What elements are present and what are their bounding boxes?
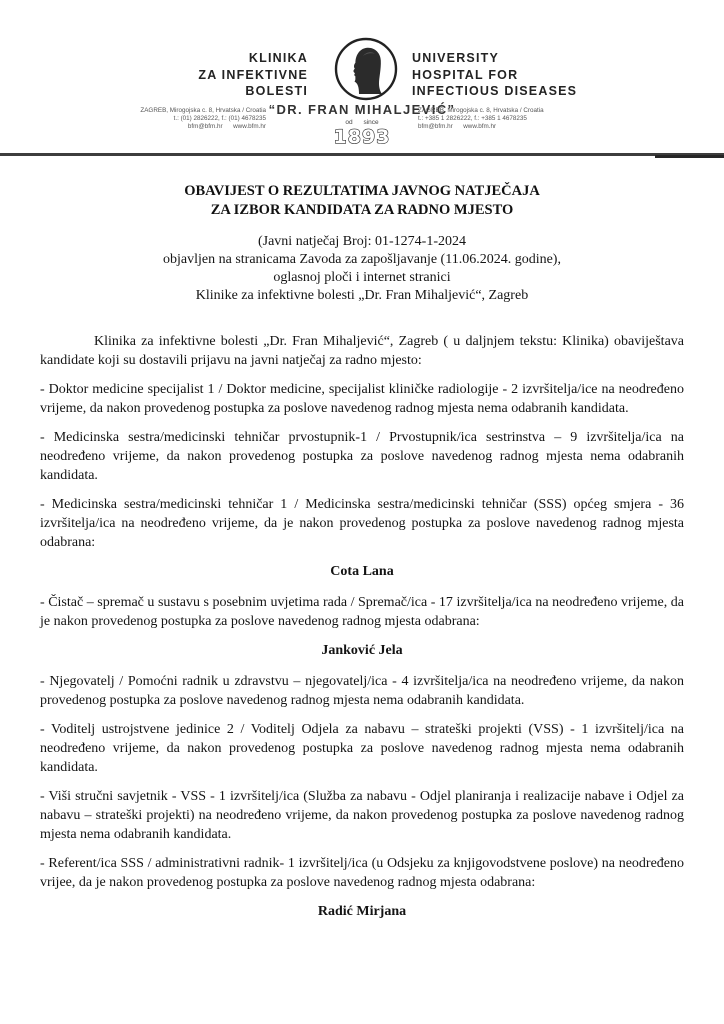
subtitle-line: oglasnoj ploči i internet stranici (273, 270, 451, 285)
intro-paragraph: Klinika za infektivne bolesti „Dr. Fran Mihaljević“, Zagreb ( u daljnjem tekstu: Klinika) obaviještava kandidate koji su dostavili prijavu na javni natječaj za radno mjesto: (40, 334, 684, 368)
clinic-name-line: UNIVERSITY (412, 51, 500, 65)
header-divider-segment (655, 155, 724, 158)
job-result-item-cistac: - Čistač – spremač u sustavu s posebnim uvjetima rada / Spremač/ica - 17 izvršitelja/ica na neodređeno vrijeme, da je nakon provedenog postupka za poslove navedenog radnog mjesta odabrana: (40, 595, 684, 629)
job-result-item-savjetnik: - Viši stručni savjetnik - VSS - 1 izvršitelj/ica (Služba za nabavu - Odjel planiranja i realizacije nabave i Odjel za nabavu – strateški projekti) na neodređeno vrijeme, da nakon provedenog postupka za poslove navedenog radnog mjesta nema odabranih kandidata. (40, 789, 684, 842)
job-result-item-sestra-sss: - Medicinska sestra/medicinski tehničar 1 / Medicinska sestra/medicinski tehničar (SSS) općeg smjera - 36 izvršitelja/ica na neodređeno vrijeme, da je nakon provedenog postupka za poslove navedenog radnog mjesta odabrana: (40, 497, 684, 550)
title-line-1: OBAVIJEST O REZULTATIMA JAVNOG NATJEČAJA (184, 183, 540, 199)
clinic-brand-name: “DR. FRAN MIHALJEVIĆ” (268, 102, 456, 117)
document-subtitle (0, 233, 724, 305)
header-divider (0, 153, 724, 156)
od-since-label: od since (345, 119, 379, 126)
founding-year: 1893 (333, 126, 391, 148)
subtitle-line: (Javni natječaj Broj: 01-1274-1-2024 (257, 234, 466, 249)
phone-fax-line: t.: (01) 2826222, f.: (01) 4678235 (173, 115, 266, 122)
candidate-name: Cota Lana (330, 564, 394, 579)
job-result-item-njegovatelj: - Njegovatelj / Pomoćni radnik u zdravstvu – njegovatelj/ica - 4 izvršitelja/ica na neodređeno vrijeme, da nakon provedenog postupka za poslove navedenog radnog mjesta nema odabranih kandidata. (40, 674, 684, 708)
subtitle-line: objavljen na stranicama Zavoda za zapošljavanje (11.06.2024. godine), (163, 252, 561, 267)
email-web-line: bfm@bfm.hr www.bfm.hr (187, 123, 266, 130)
clinic-name-english (412, 50, 577, 100)
clinic-name-line: HOSPITAL FOR (412, 67, 519, 82)
document-body (40, 332, 684, 933)
subtitle-line: Klinike za infektivne bolesti „Dr. Fran Mihaljević“, Zagreb (195, 288, 529, 303)
job-result-item-voditelj: - Voditelj ustrojstvene jedinice 2 / Voditelj Odjela za nabavu – strateški projekti (VSS) - 1 izvršitelj/ica na neodređeno vrijeme, da nakon provedenog postupka za poslove navedenog radnog mjesta nema odabranih kandidata. (40, 722, 684, 775)
founder-portrait-icon (333, 36, 399, 102)
phone-fax-line: t.: +385 1 2826222, f.: +385 1 4678235 (418, 115, 527, 122)
address-line: ZAGREB, Mirogojska c. 8, Hrvatska / Croatia (418, 107, 544, 114)
document-title (0, 182, 724, 219)
clinic-name-line: ZA INFEKTIVNE (198, 67, 308, 82)
email-web-line: bfm@bfm.hr www.bfm.hr (418, 123, 497, 130)
job-result-item-doktor: - Doktor medicine specijalist 1 / Doktor medicine, specijalist kliničke radiologije - 2 izvršitelja/ice na neodređeno vrijeme, da nakon provedenog postupka za poslove navedenog radnog mjesta nema odabranih kandidata. (40, 382, 684, 416)
clinic-name-line: KLINIKA (248, 51, 308, 65)
clinic-logo (333, 36, 399, 107)
clinic-name-line: INFECTIOUS DISEASES (412, 84, 578, 98)
clinic-name-line: BOLESTI (245, 84, 308, 98)
founding-year-outline (327, 125, 397, 149)
title-line-2: ZA IZBOR KANDIDATA ZA RADNO MJESTO (210, 201, 514, 218)
founding-year-wrap (0, 125, 724, 154)
job-result-item-referent: - Referent/ica SSS / administrativni radnik- 1 izvršitelj/ica (u Odsjeku za knjigovodstvene poslove) na neodređeno vrijee, da je nakon provedenog postupka za poslove navedenog radnog mjesta odabrana: (40, 856, 684, 890)
candidate-name: Janković Jela (321, 643, 403, 658)
job-result-item-prvostupnik: - Medicinska sestra/medicinski tehničar prvostupnik-1 / Prvostupnik/ica sestrinstva – 9 izvršitelja/ica na neodređeno vrijeme, da nakon provedenog postupka za poslove navedenog radnog mjesta nema odabranih kandidata. (40, 430, 684, 483)
address-line: ZAGREB, Mirogojska c. 8, Hrvatska / Croatia (140, 107, 266, 114)
clinic-name-croatian (198, 50, 308, 100)
candidate-name: Radić Mirjana (317, 904, 407, 919)
